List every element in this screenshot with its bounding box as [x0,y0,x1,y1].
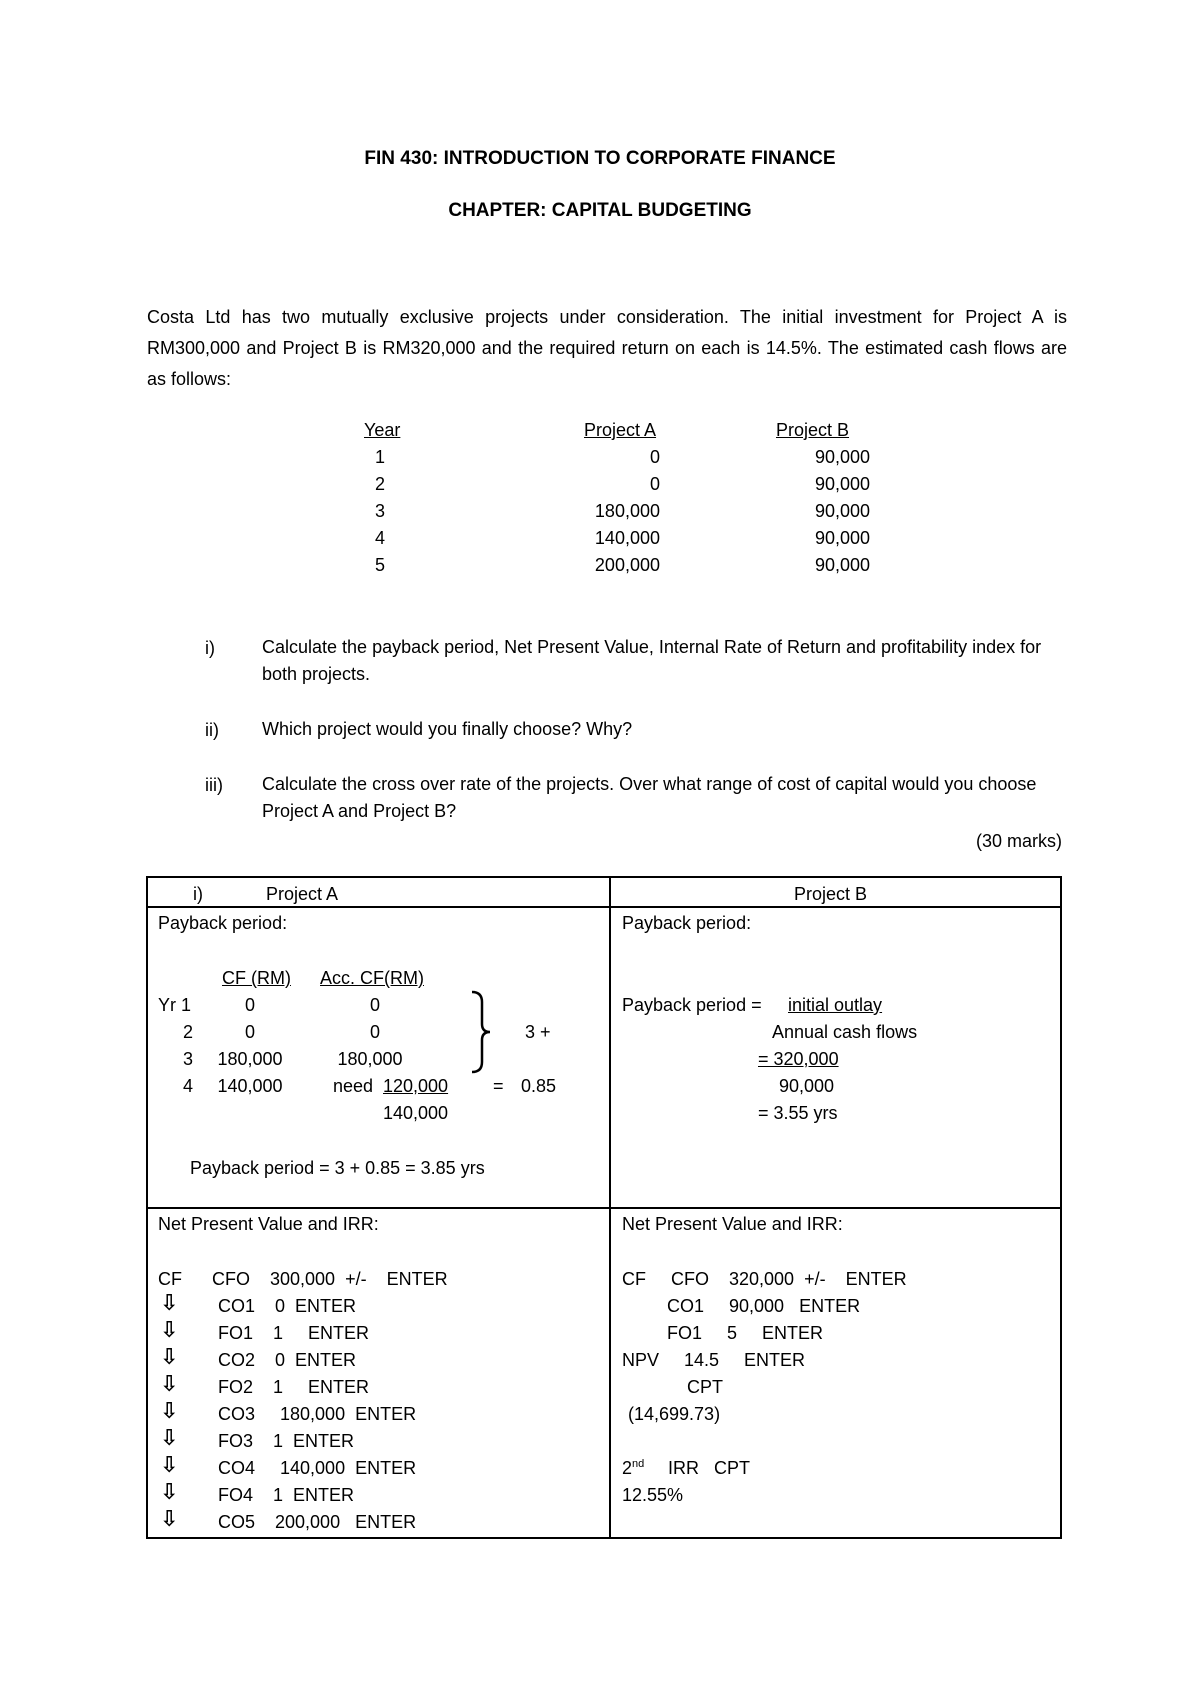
payback-b-numerator-value: = 320,000 [758,1049,839,1069]
irr-key-2-digit: 2 [622,1458,633,1478]
table-border [146,876,1062,878]
payback-row-year: Yr 1 [158,995,192,1015]
marks-label: (30 marks) [975,831,1062,851]
payback-row-cf: 0 [244,995,255,1015]
table-cell-b: 90,000 [814,501,870,521]
answer-part-number: i) [193,884,203,904]
table-border [146,906,1062,908]
down-arrow-icon: ⇩ [160,1398,179,1423]
payback-row-cf: 140,000 [217,1076,283,1096]
answer-header-project-a: Project A [266,884,339,904]
payback-row-acc: 0 [369,1022,380,1042]
table-cell-year: 4 [375,528,386,548]
curly-bracket-icon [468,990,498,1074]
table-border [146,1537,1062,1539]
question-text: Which project would you finally choose? Why? [262,719,633,739]
course-title: FIN 430: INTRODUCTION TO CORPORATE FINANCE [364,148,836,169]
irr-result-b: 12.55% [622,1485,684,1505]
payback-fraction-result: 0.85 [521,1076,557,1096]
bracket-label: 3 + [525,1022,551,1042]
calc-step: FO2 1 ENTER [218,1377,370,1397]
payback-row-acc: 0 [369,995,380,1015]
calc-step: CO1 90,000 ENTER [667,1296,861,1316]
question-text: Calculate the cross over rate of the projects. Over what range of cost of capital would you choose Project A and Project B? [262,774,1037,821]
calc-step: FO1 1 ENTER [218,1323,370,1343]
npv-label-b: Net Present Value and IRR: [622,1214,843,1234]
table-cell-year: 1 [375,447,386,467]
table-border [146,876,148,1539]
payback-row-year: 4 [183,1076,194,1096]
table-border [609,876,611,1539]
payback-formula-denominator: Annual cash flows [772,1022,918,1042]
payback-equals: = [493,1076,504,1096]
table-cell-a: 0 [649,474,660,494]
payback-row-cf: 180,000 [217,1049,283,1069]
payback-fraction-denominator: 140,000 [383,1103,449,1123]
payback-row-year: 3 [183,1049,194,1069]
col-cf-header: CF (RM) [222,968,291,988]
payback-formula-label: Payback period = [622,995,762,1015]
table-cell-b: 90,000 [814,447,870,467]
calc-step: CPT [687,1377,723,1397]
chapter-title: CHAPTER: CAPITAL BUDGETING [448,200,752,221]
down-arrow-icon: ⇩ [160,1452,179,1477]
payback-row-acc: 180,000 [337,1049,403,1069]
table-cell-a: 0 [649,447,660,467]
calc-step: CO5 200,000 ENTER [218,1512,417,1532]
calc-step: IRR CPT [668,1458,751,1478]
irr-key-2-sup: nd [632,1458,645,1470]
down-arrow-icon: ⇩ [160,1290,179,1315]
col-acc-cf-header: Acc. CF(RM) [320,968,424,988]
question-number: ii) [205,720,219,740]
payback-b-denominator-value: 90,000 [779,1076,835,1096]
col-project-a-header: Project A [584,420,657,440]
calc-step: NPV 14.5 ENTER [622,1350,806,1370]
calc-step: CF CFO 320,000 +/- ENTER [622,1269,907,1289]
payback-need-label: need [333,1076,374,1096]
answer-header-project-b: Project B [794,884,868,904]
col-project-b-header: Project B [776,420,850,440]
table-border [1060,876,1062,1539]
table-border [146,1207,1062,1209]
table-cell-a: 200,000 [594,555,660,575]
down-arrow-icon: ⇩ [160,1371,179,1396]
npv-result-b: (14,699.73) [628,1404,721,1424]
calc-step: CO2 0 ENTER [218,1350,357,1370]
col-year-header: Year [364,420,401,440]
calc-step: CO1 0 ENTER [218,1296,357,1316]
calc-step: FO3 1 ENTER [218,1431,355,1451]
question-text: Calculate the payback period, Net Present Value, Internal Rate of Return and profitability index for both projects. [262,637,1042,684]
payback-row-year: 2 [183,1022,194,1042]
calc-step: FO1 5 ENTER [667,1323,824,1343]
down-arrow-icon: ⇩ [160,1344,179,1369]
down-arrow-icon: ⇩ [160,1479,179,1504]
table-cell-a: 180,000 [594,501,660,521]
payback-label-a: Payback period: [158,913,288,933]
down-arrow-icon: ⇩ [160,1506,179,1531]
table-cell-b: 90,000 [814,555,870,575]
question-number: i) [205,638,215,658]
irr-key-2 [622,1458,644,1479]
payback-result-a: Payback period = 3 + 0.85 = 3.85 yrs [190,1158,485,1178]
payback-label-b: Payback period: [622,913,752,933]
calc-step: CO3 180,000 ENTER [218,1404,417,1424]
payback-result-b: = 3.55 yrs [758,1103,838,1123]
table-cell-a: 140,000 [594,528,660,548]
table-cell-year: 2 [375,474,386,494]
table-cell-year: 5 [375,555,386,575]
table-cell-b: 90,000 [814,528,870,548]
table-cell-b: 90,000 [814,474,870,494]
question-number: iii) [205,775,223,795]
payback-fraction-numerator: 120,000 [383,1076,449,1096]
payback-formula-numerator: initial outlay [788,995,883,1015]
down-arrow-icon: ⇩ [160,1425,179,1450]
intro-paragraph: Costa Ltd has two mutually exclusive projects under consideration. The initial investment for Project A is RM300,000 and Project B is RM320,000 and the required return on each is 14.5%. The estimated cash flows are as follows: [147,307,1067,389]
payback-row-cf: 0 [244,1022,255,1042]
npv-label-a: Net Present Value and IRR: [158,1214,379,1234]
calc-step: CO4 140,000 ENTER [218,1458,417,1478]
table-cell-year: 3 [375,501,386,521]
calc-step: CF CFO 300,000 +/- ENTER [158,1269,448,1289]
down-arrow-icon: ⇩ [160,1317,179,1342]
calc-step: FO4 1 ENTER [218,1485,355,1505]
